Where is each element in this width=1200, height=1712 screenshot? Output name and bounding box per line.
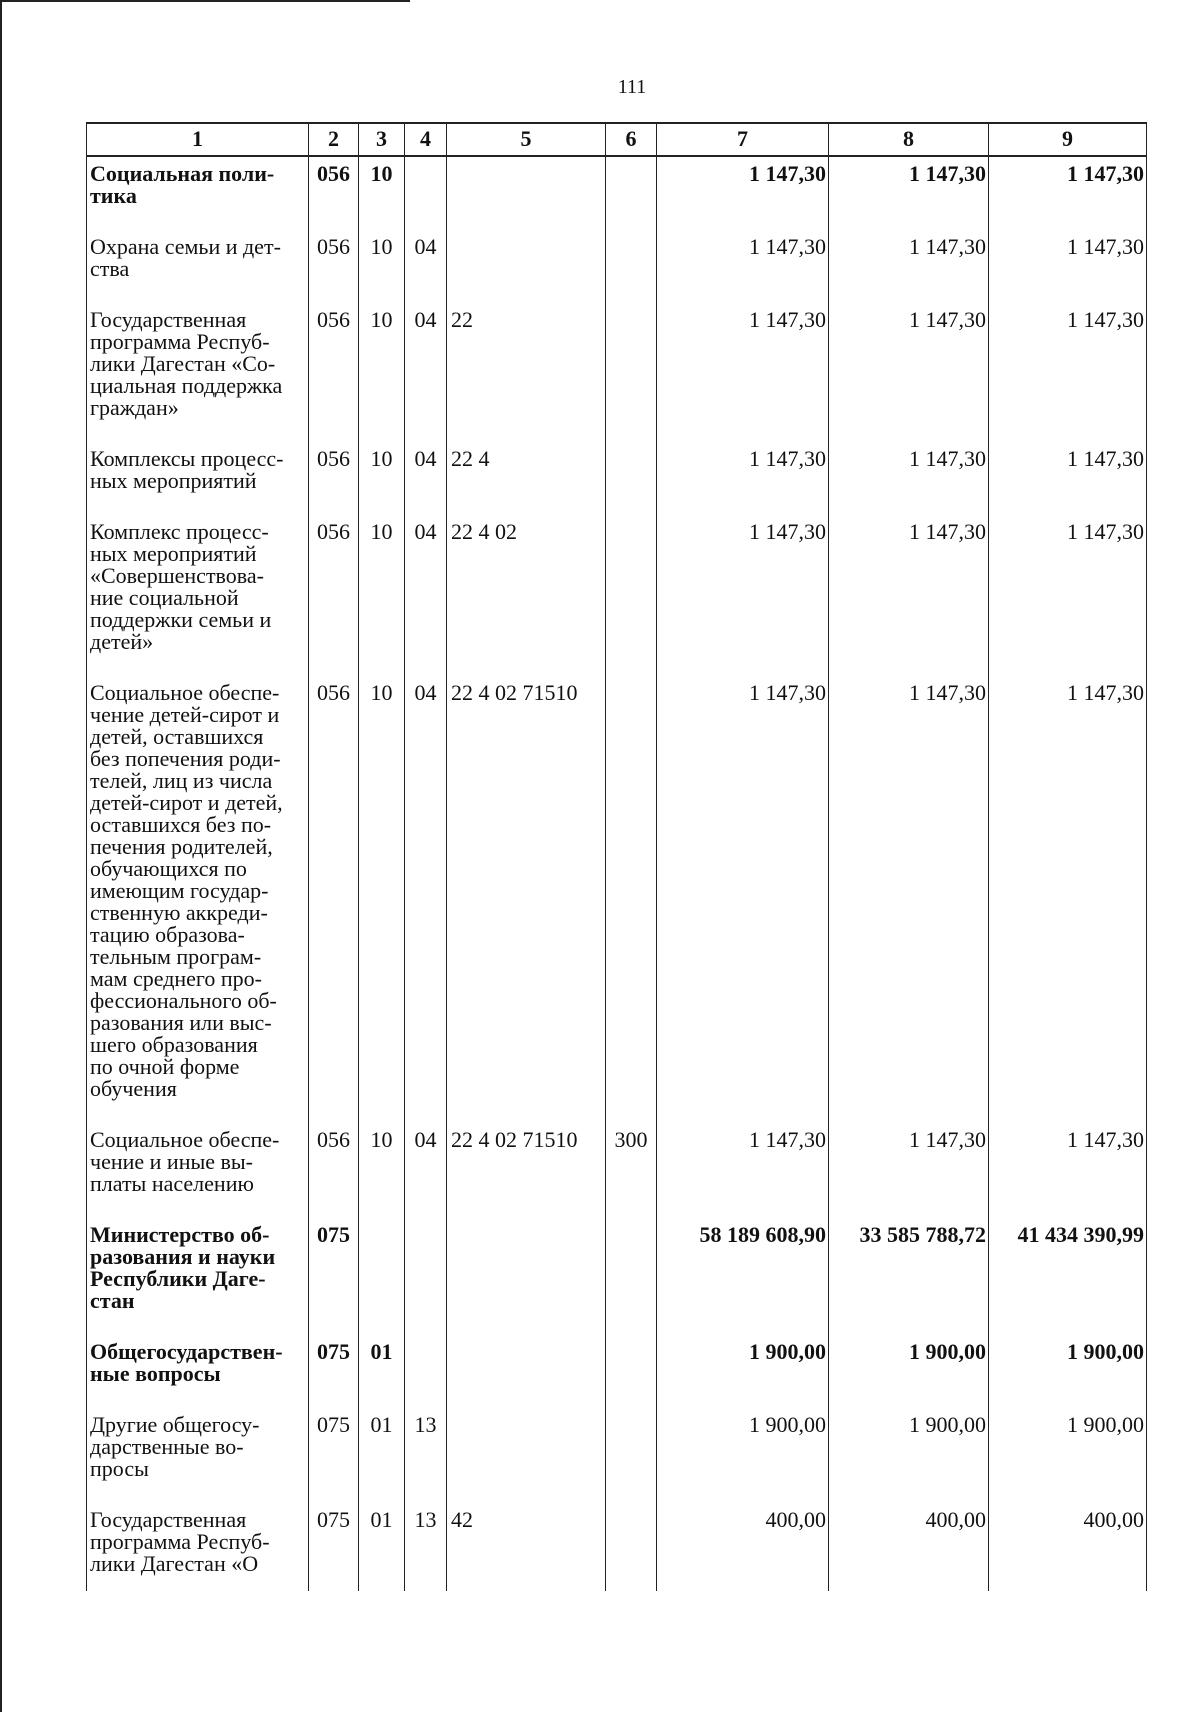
column-header: 7: [657, 123, 829, 156]
page-number: 111: [617, 76, 647, 98]
amount-year3-cell: 1 147,30: [989, 156, 1147, 223]
target-article-cell: 22 4 02 71510: [447, 1116, 606, 1211]
subsection-code-cell: 13: [405, 1496, 447, 1591]
amount-year3-cell: 1 147,30: [989, 223, 1147, 296]
expense-type-cell: [606, 435, 657, 508]
ved-code-cell: 075: [309, 1496, 359, 1591]
subsection-code-cell: [405, 1211, 447, 1328]
table-row: [87, 1496, 1147, 1591]
amount-year2-cell: 1 147,30: [829, 435, 989, 508]
table-row: [87, 508, 1147, 669]
row-name-cell: Другие общегосу- дарственные во- просы: [87, 1401, 309, 1496]
target-article-cell: 22 4: [447, 435, 606, 508]
ved-code-cell: 056: [309, 669, 359, 1116]
expense-type-cell: [606, 669, 657, 1116]
amount-year2-cell: 400,00: [829, 1496, 989, 1591]
expense-type-cell: [606, 508, 657, 669]
column-header: 5: [447, 123, 606, 156]
table-row: [87, 296, 1147, 435]
amount-year2-cell: 1 900,00: [829, 1328, 989, 1401]
subsection-code-cell: [405, 1328, 447, 1401]
amount-year2-cell: 1 147,30: [829, 1116, 989, 1211]
table-header: [87, 123, 1147, 156]
amount-year3-cell: 1 147,30: [989, 435, 1147, 508]
ved-code-cell: 056: [309, 508, 359, 669]
amount-year3-cell: 41 434 390,99: [989, 1211, 1147, 1328]
scan-left-edge-line: [0, 0, 2, 1712]
row-name-cell: Государственная программа Респуб- лики Дагестан «Со- циальная поддержка граждан»: [87, 296, 309, 435]
amount-year1-cell: 1 147,30: [657, 156, 829, 223]
amount-year1-cell: 1 147,30: [657, 296, 829, 435]
amount-year1-cell: 1 147,30: [657, 435, 829, 508]
amount-year1-cell: 58 189 608,90: [657, 1211, 829, 1328]
table-row: [87, 1116, 1147, 1211]
target-article-cell: [447, 223, 606, 296]
column-header: 2: [309, 123, 359, 156]
expense-type-cell: [606, 223, 657, 296]
amount-year2-cell: 1 147,30: [829, 296, 989, 435]
scan-top-edge-line: [0, 0, 410, 2]
row-name-cell: Министерство об- разования и науки Республики Даге- стан: [87, 1211, 309, 1328]
subsection-code-cell: [405, 156, 447, 223]
table-row: [87, 669, 1147, 1116]
amount-year2-cell: 1 147,30: [829, 156, 989, 223]
table-row: [87, 156, 1147, 223]
section-code-cell: 10: [359, 1116, 405, 1211]
row-name-cell: Социальная поли- тика: [87, 156, 309, 223]
amount-year3-cell: 1 900,00: [989, 1328, 1147, 1401]
column-header: 9: [989, 123, 1147, 156]
section-code-cell: 01: [359, 1496, 405, 1591]
section-code-cell: 10: [359, 508, 405, 669]
amount-year2-cell: 1 147,30: [829, 223, 989, 296]
amount-year1-cell: 1 900,00: [657, 1328, 829, 1401]
target-article-cell: [447, 1211, 606, 1328]
amount-year1-cell: 1 900,00: [657, 1401, 829, 1496]
row-name-cell: Общегосударствен- ные вопросы: [87, 1328, 309, 1401]
amount-year1-cell: 1 147,30: [657, 223, 829, 296]
ved-code-cell: 056: [309, 1116, 359, 1211]
subsection-code-cell: 04: [405, 508, 447, 669]
row-name-cell: Комплексы процесс- ных мероприятий: [87, 435, 309, 508]
table-row: [87, 1211, 1147, 1328]
subsection-code-cell: 04: [405, 669, 447, 1116]
ved-code-cell: 056: [309, 223, 359, 296]
expense-type-cell: [606, 1401, 657, 1496]
section-code-cell: 01: [359, 1401, 405, 1496]
amount-year2-cell: 1 147,30: [829, 669, 989, 1116]
target-article-cell: [447, 156, 606, 223]
ved-code-cell: 075: [309, 1328, 359, 1401]
target-article-cell: [447, 1328, 606, 1401]
expense-type-cell: [606, 156, 657, 223]
row-name-cell: Социальное обеспе- чение детей-сирот и детей, оставшихся без попечения роди- телей, лиц из числа детей-сирот и детей, оставшихся без по- печения родителей, обучающихся по имеющим государ- ственную аккреди- тацию образова- тельным програм- мам среднего про- фессионального об- разования или выс- шего образования по очной форме обучения: [87, 669, 309, 1116]
ved-code-cell: 056: [309, 435, 359, 508]
row-name-cell: Охрана семьи и дет- ства: [87, 223, 309, 296]
section-code-cell: 01: [359, 1328, 405, 1401]
row-name-cell: Социальное обеспе- чение и иные вы- платы населению: [87, 1116, 309, 1211]
table-row: [87, 1401, 1147, 1496]
ved-code-cell: 056: [309, 156, 359, 223]
expense-type-cell: [606, 1328, 657, 1401]
section-code-cell: 10: [359, 223, 405, 296]
column-header: 3: [359, 123, 405, 156]
column-header: 4: [405, 123, 447, 156]
target-article-cell: 42: [447, 1496, 606, 1591]
table-body: [87, 156, 1147, 1591]
target-article-cell: [447, 1401, 606, 1496]
amount-year1-cell: 1 147,30: [657, 508, 829, 669]
ved-code-cell: 075: [309, 1211, 359, 1328]
amount-year1-cell: 1 147,30: [657, 669, 829, 1116]
amount-year3-cell: 400,00: [989, 1496, 1147, 1591]
target-article-cell: 22 4 02: [447, 508, 606, 669]
amount-year1-cell: 1 147,30: [657, 1116, 829, 1211]
amount-year3-cell: 1 147,30: [989, 669, 1147, 1116]
amount-year3-cell: 1 147,30: [989, 508, 1147, 669]
target-article-cell: 22: [447, 296, 606, 435]
column-header: 6: [606, 123, 657, 156]
subsection-code-cell: 13: [405, 1401, 447, 1496]
target-article-cell: 22 4 02 71510: [447, 669, 606, 1116]
subsection-code-cell: 04: [405, 435, 447, 508]
table-row: [87, 223, 1147, 296]
section-code-cell: 10: [359, 296, 405, 435]
expense-type-cell: [606, 296, 657, 435]
amount-year1-cell: 400,00: [657, 1496, 829, 1591]
section-code-cell: 10: [359, 156, 405, 223]
amount-year3-cell: 1 147,30: [989, 1116, 1147, 1211]
budget-table: [86, 122, 1147, 1591]
table-row: [87, 435, 1147, 508]
header-row: [87, 123, 1147, 156]
subsection-code-cell: 04: [405, 1116, 447, 1211]
amount-year3-cell: 1 147,30: [989, 296, 1147, 435]
ved-code-cell: 056: [309, 296, 359, 435]
ved-code-cell: 075: [309, 1401, 359, 1496]
section-code-cell: 10: [359, 435, 405, 508]
row-name-cell: Государственная программа Респуб- лики Дагестан «О: [87, 1496, 309, 1591]
amount-year2-cell: 33 585 788,72: [829, 1211, 989, 1328]
expense-type-cell: [606, 1211, 657, 1328]
section-code-cell: 10: [359, 669, 405, 1116]
expense-type-cell: [606, 1496, 657, 1591]
amount-year2-cell: 1 900,00: [829, 1401, 989, 1496]
subsection-code-cell: 04: [405, 296, 447, 435]
expense-type-cell: 300: [606, 1116, 657, 1211]
row-name-cell: Комплекс процесс- ных мероприятий «Совершенствова- ние социальной поддержки семьи и детей»: [87, 508, 309, 669]
amount-year3-cell: 1 900,00: [989, 1401, 1147, 1496]
column-header: 8: [829, 123, 989, 156]
column-header: 1: [87, 123, 309, 156]
subsection-code-cell: 04: [405, 223, 447, 296]
table-row: [87, 1328, 1147, 1401]
amount-year2-cell: 1 147,30: [829, 508, 989, 669]
section-code-cell: [359, 1211, 405, 1328]
